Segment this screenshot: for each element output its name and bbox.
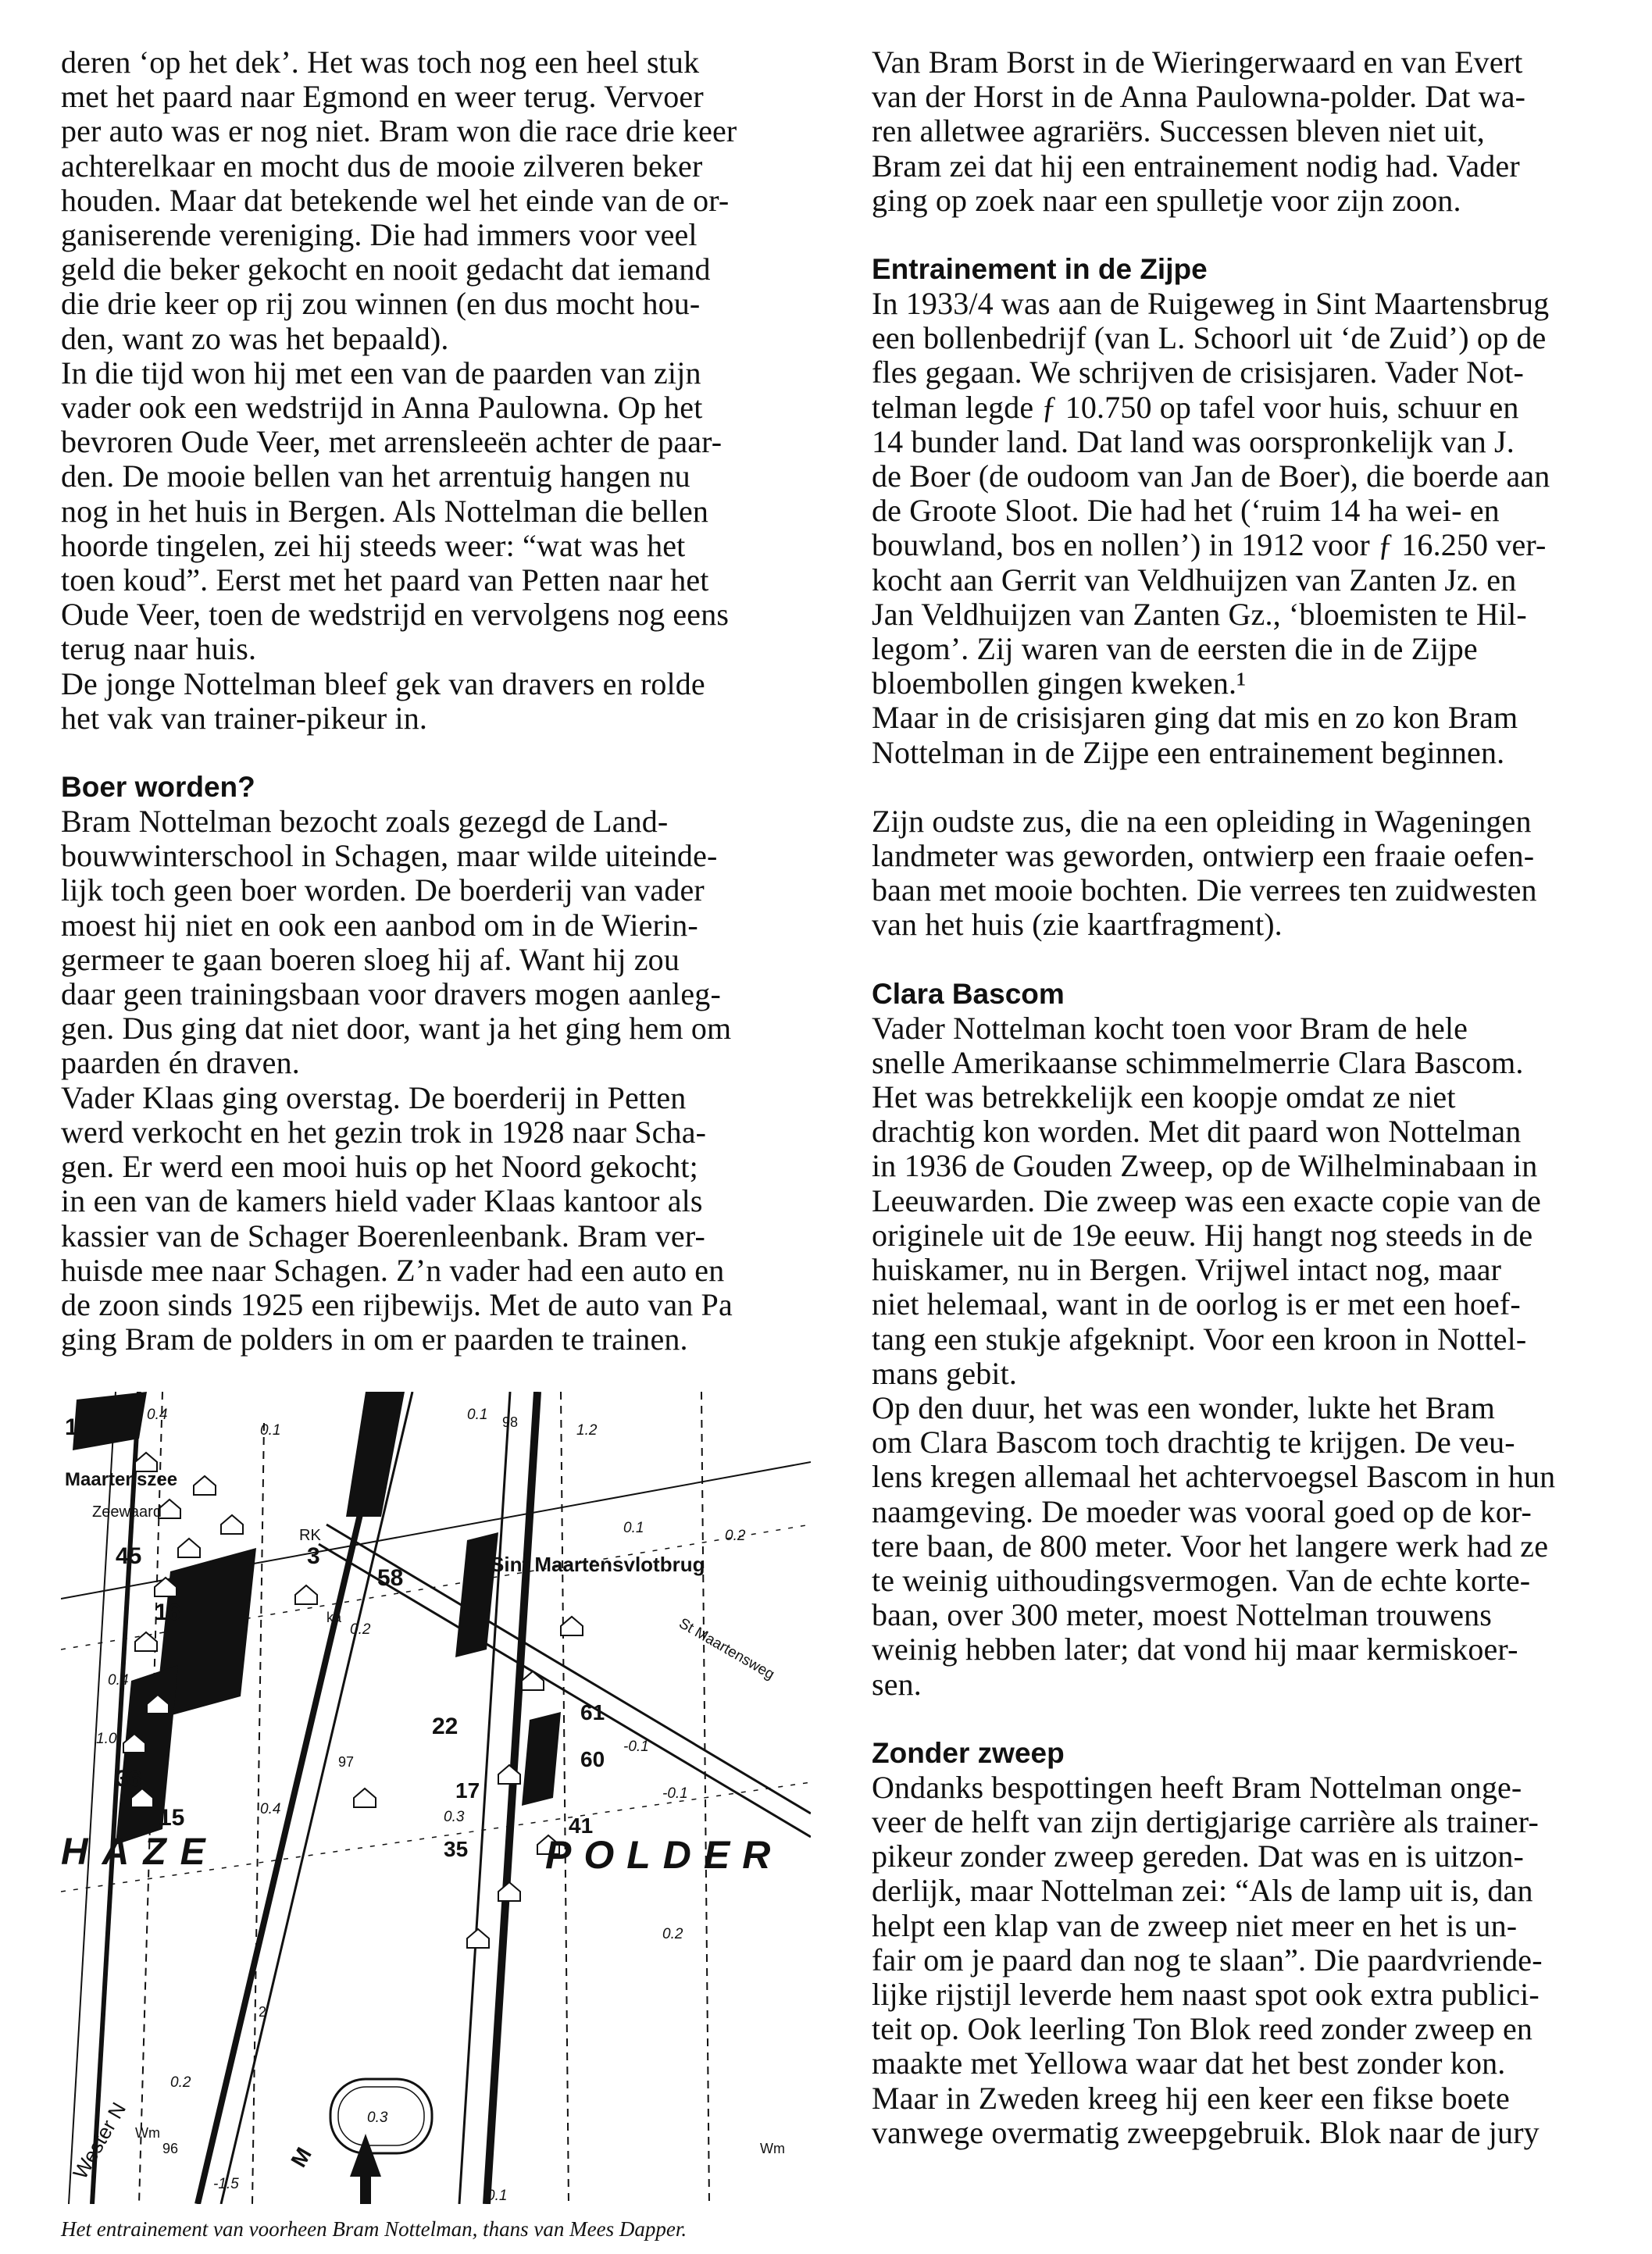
- entrainement-zijpe-text: In 1933/4 was aan de Ruigeweg in Sint Maartensbrug een bollenbedrijf (van L. Schoorl uit ‘de Zuid’) op de fles gegaan. We schrijven de crisisjaren. Vader Not- telman legde ƒ 10.750 op tafel voor huis, schuur en 14 bunder land. Dat land was oorspronkelijk van J. de Boer (de oudoom van Jan de Boer), die boerde aan de Groote Sloot. Die had het (‘ruim 14 ha wei- en bouwland, bos en nollen’) in 1912 voor ƒ 16.250 ver- kocht aan Gerrit van Veldhuijzen van Zanten Jz. en Jan Veldhuijzen van Zanten Gz., ‘bloemisten te Hil- legom’. Zij waren van de eersten die in de Zijpe bloembollen gingen kweken.¹ Maar in de crisisjaren ging dat mis en zo kon Bram Nottelman in de Zijpe een entrainement beginnen.: [872, 286, 1550, 770]
- map-elev-04c: 0.4: [260, 1801, 281, 1817]
- map-number-16: 16: [155, 1600, 181, 1625]
- map-letter-m: M: [286, 2143, 316, 2171]
- map-number-96: 96: [162, 2141, 179, 2156]
- map-number-15: 15: [159, 1805, 185, 1831]
- map-elev-03a: 0.3: [444, 1809, 465, 1825]
- map-number-22: 22: [432, 1714, 458, 1739]
- map-elev-02c: 0.2: [170, 2074, 191, 2091]
- entrainement-zijpe-text-2: Zijn oudste zus, die na een opleiding in Wageningen landmeter was geworden, ontwierp een fraaie oefen- baan met mooie bochten. Die verrees ten zuidwesten van het huis (zie kaartfragment).: [872, 803, 1537, 943]
- map-elev-10: 1.0: [96, 1731, 117, 1747]
- left-intro-text: deren ‘op het dek’. Het was toch nog een heel stuk met het paard naar Egmond en weer terug. Vervoer per auto was er nog niet. Bram won die race drie keer achterelkaar en mocht dus de mooie zilveren beker houden. Maar dat betekende wel het einde van de or- ganiserende vereniging. Die had immers voor veel geld die beker gekocht en nooit gedacht dat iemand die drie keer op rij zou winnen (en dus mocht hou- den, want zo was het bepaald). In die tijd won hij met een van de paarden van zijn vader ook een wedstrijd in Anna Paulowna. Op het bevroren Oude Veer, met arrensleeën achter de paar- den. De mooie bellen van het arrentuig hangen nu nog in het huis in Bergen. Als Nottelman die bellen hoorde tingelen, zei hij steeds weer: “wat was het toen koud”. Eerst met het paard van Petten naar het Oude Veer, toen de wedstrijd en vervolgens nog eens terug naar huis. De jonge Nottelman bleef gek van dravers en rolde het vak van trainer-pikeur in.: [61, 45, 737, 736]
- map-elev-03b: 0.3: [367, 2110, 388, 2126]
- map-label-haze: HAZE: [61, 1831, 219, 1873]
- map-label-ka: ka: [326, 1610, 342, 1625]
- map-elev-02d: 0.2: [662, 1926, 683, 1942]
- map-caption: Het entrainement van voorheen Bram Nottelman, thans van Mees Dapper.: [61, 2217, 687, 2241]
- map-number-17: 17: [455, 1778, 480, 1803]
- zonder-zweep-text: Ondanks bespottingen heeft Bram Nottelman onge- veer de helft van zijn dertigjarige carrière als trainer- pikeur zonder zweep gereden. Dat was en is uitzon- derlijk, maar Nottelman zei: “Als de lamp uit is, dan helpt een klap van de zweep niet meer en het is un- fair om je paard dan nog te slaan”. Die paardvriende- lijke rijstijl leverde hem naast spot ook extra publici- teit op. Ook leerling Ton Blok reed zonder zweep en maakte met Yellowa waar dat het best zonder kon. Maar in Zweden kreeg hij een keer een fikse boete vanwege overmatig zweepgebruik. Blok naar de jury: [872, 1769, 1543, 2150]
- map-elev-04b: 0.4: [108, 1672, 129, 1689]
- map-number-60: 60: [580, 1747, 605, 1771]
- map-elev-01b: 0.1: [260, 1422, 281, 1439]
- map-number-61: 61: [580, 1700, 605, 1724]
- heading-entrainement-zijpe: Entrainement in de Zijpe: [872, 253, 1208, 286]
- right-column: [872, 45, 1622, 2150]
- map-number-98: 98: [502, 1414, 519, 1430]
- map-elev-01e: -0.1: [662, 1785, 688, 1802]
- clara-bascom-text: Vader Nottelman kocht toen voor Bram de hele snelle Amerikaanse schimmelmerrie Clara Bascom. Het was betrekkelijk een koopje omdat ze niet drachtig kon worden. Met dit paard won Nottelman in 1936 de Gouden Zweep, op de Wilhelminabaan in Leeuwarden. Die zweep was een exacte copie van de originele uit de 19e eeuw. Hij hangt nog steeds in de huiskamer, nu in Bergen. Vrijwel intact nog, maar niet helemaal, want in de oorlog is er met een hoef- tang een stukje afgeknipt. Voor een kroon in Nottel- mans gebit. Op den duur, het was een wonder, lukte het Bram om Clara Bascom toch drachtig te krijgen. De veu- lens kregen allemaal het achtervoegsel Bascom in hun naamgeving. De moeder was vooral goed op de kor- tere baan, de 800 meter. Voor het langere werk had ze te weinig uithoudingsvermogen. Van de echte korte- baan, over 300 meter, moest Nottelman trouwens weinig hebben later; dat vond hij maar kermiskoer- sen.: [872, 1010, 1556, 1702]
- map-elev-01f: 0.1: [487, 2188, 508, 2204]
- map-number-58: 58: [377, 1565, 404, 1591]
- map-elev-15: -1.5: [213, 2176, 239, 2192]
- map-elev-02a: 0.2: [725, 1528, 746, 1544]
- map-number-3: 3: [307, 1543, 320, 1569]
- map-elev-01a: 0.1: [467, 1407, 488, 1423]
- heading-boer-worden: Boer worden?: [61, 771, 255, 804]
- map-number-1: 1: [65, 1414, 78, 1440]
- map-elev-01c: 0.1: [623, 1520, 644, 1536]
- map-number-36: 36: [116, 1766, 142, 1792]
- map-elev-01d: -0.1: [623, 1739, 649, 1755]
- map-label-rk: RK: [299, 1527, 321, 1544]
- heading-zonder-zweep: Zonder zweep: [872, 1736, 1065, 1769]
- heading-clara-bascom: Clara Bascom: [872, 977, 1065, 1010]
- map-label-maartenszee: Maartenszee: [65, 1469, 178, 1490]
- map-label-wm-2: Wm: [760, 2141, 785, 2156]
- map-label-sint-maartensvlotbrug: Sint Maartensvlotbrug: [491, 1553, 705, 1576]
- map-elev-02b: 0.2: [350, 1621, 371, 1638]
- map-number-45: 45: [116, 1543, 142, 1569]
- map-label-st-maartensweg: St Maartensweg: [676, 1615, 777, 1683]
- map-fragment: [61, 1392, 811, 2204]
- map-label-zeewaard: Zeewaard: [92, 1503, 162, 1521]
- map-label-wm-1: Wm: [135, 2125, 160, 2141]
- map-number-41: 41: [569, 1814, 594, 1838]
- map-elev-12: 1.2: [576, 1422, 598, 1439]
- map-label-polder: POLDER: [545, 1833, 783, 1877]
- map-number-2: 2: [259, 2004, 267, 2020]
- left-column: [61, 45, 780, 1357]
- map-number-35: 35: [444, 1837, 469, 1861]
- map-label-westerweg: Wester N: [68, 2098, 131, 2183]
- boer-worden-text: Bram Nottelman bezocht zoals gezegd de Land- bouwwinterschool in Schagen, maar wilde uiteinde- lijk toch geen boer worden. De boerderij van vader moest hij niet en ook een aanbod om in de Wierin- germeer te gaan boeren sloeg hij af. Want hij zou daar geen trainingsbaan voor dravers mogen aanleg- gen. Dus ging dat niet door, want ja het ging hem om paarden én draven. Vader Klaas ging overstag. De boerderij in Petten werd verkocht en het gezin trok in 1928 naar Scha- gen. Er werd een mooi huis op het Noord gekocht; in een van de kamers hield vader Klaas kantoor als kassier van de Schager Boerenleenbank. Bram ver- huisde mee naar Schagen. Z’n vader had een auto en de zoon sinds 1925 een rijbewijs. Met de auto van Pa ging Bram de polders in om er paarden te trainen.: [61, 804, 733, 1357]
- right-intro-text: Van Bram Borst in de Wieringerwaard en van Evert van der Horst in de Anna Paulowna-polder. Dat wa- ren alletwee agrariërs. Successen bleven niet uit, Bram zei dat hij een entrainement nodig had. Vader ging op zoek naar een spulletje voor zijn zoon.: [872, 45, 1526, 218]
- map-number-97: 97: [338, 1754, 355, 1770]
- map-elev-04: 0.4: [147, 1407, 168, 1423]
